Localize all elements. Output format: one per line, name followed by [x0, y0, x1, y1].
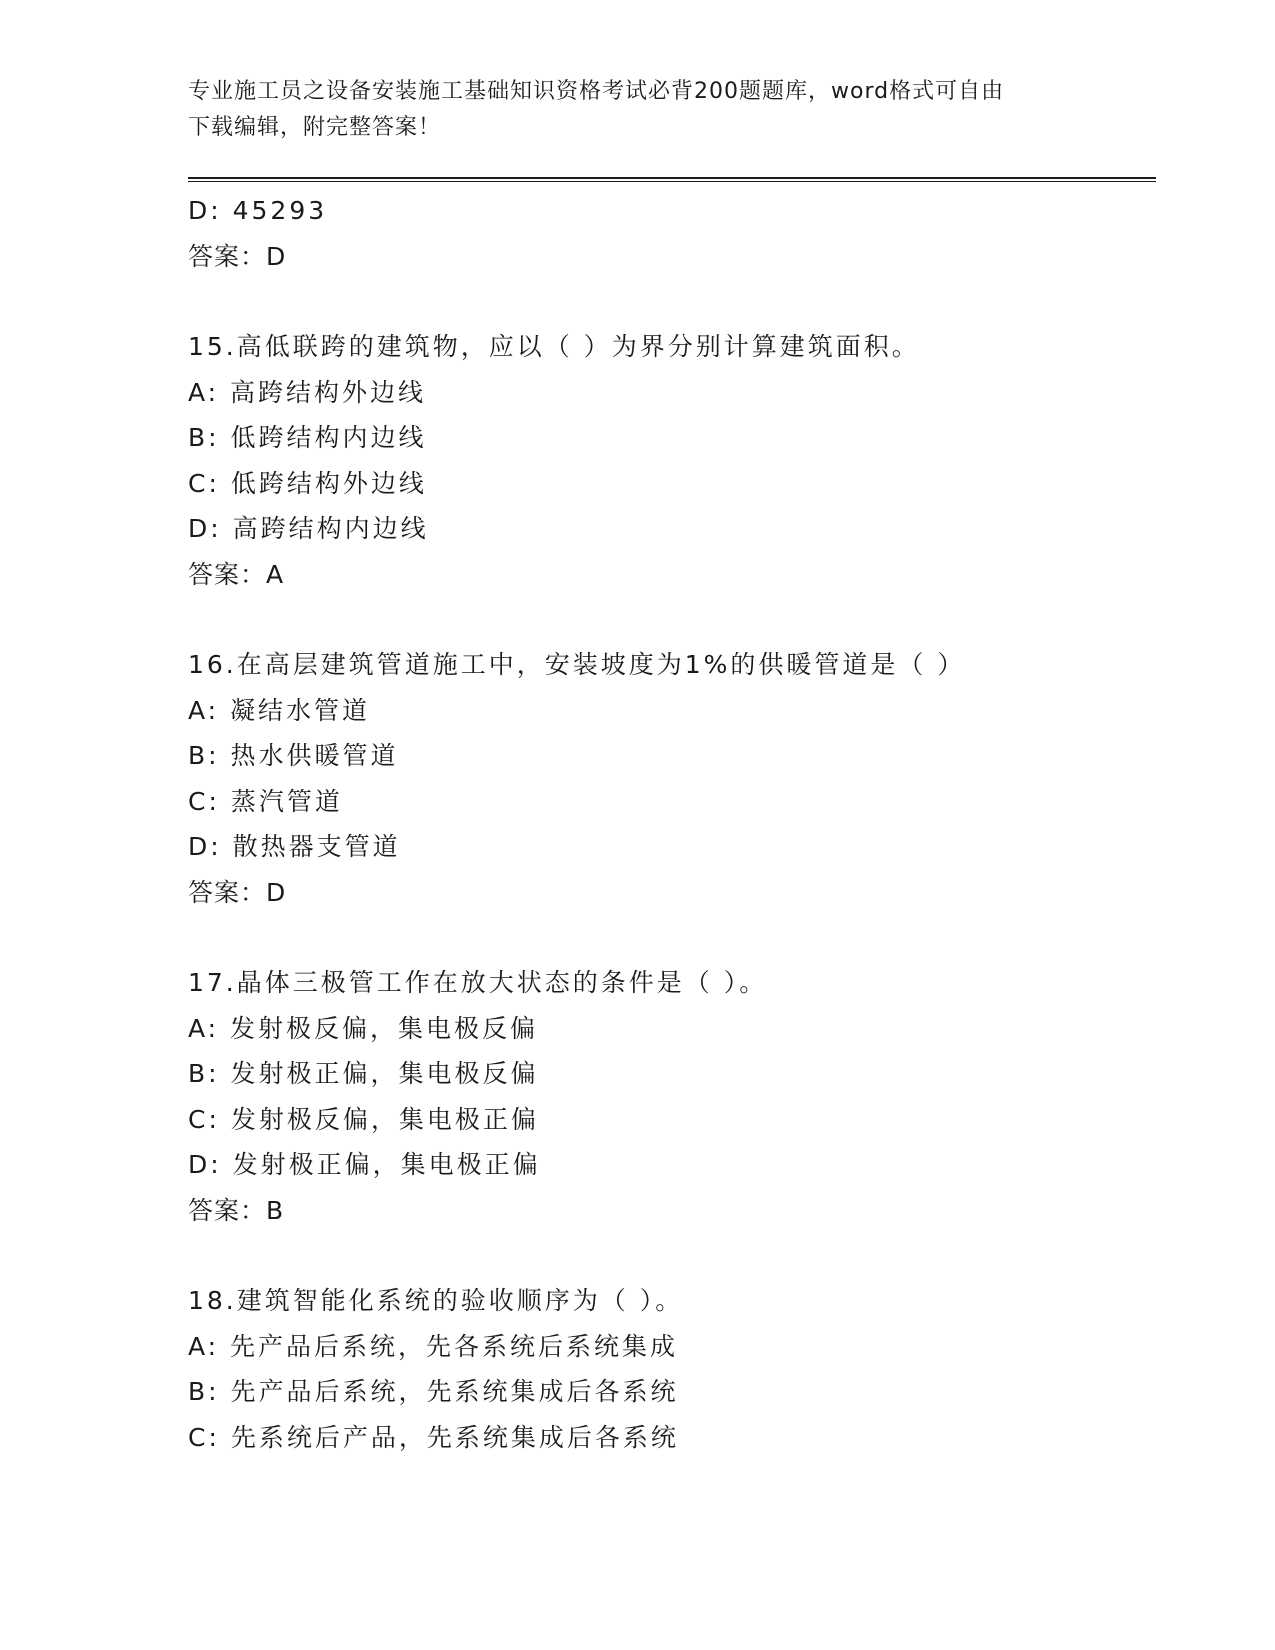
spacer [188, 597, 1156, 642]
spacer [188, 1233, 1156, 1278]
document-header [188, 74, 1088, 146]
option-d: D: 高跨结构内边线 [188, 514, 429, 543]
question-stem: 15.高低联跨的建筑物，应以（ ）为界分别计算建筑面积。 [188, 332, 920, 361]
previous-question-option-d: D: 45293 [188, 196, 328, 225]
option-c: C: 低跨结构外边线 [188, 468, 427, 498]
previous-question-answer: 答案：D [188, 241, 287, 271]
header-divider-thin [188, 181, 1156, 182]
option-b: B: 先产品后系统，先系统集成后各系统 [188, 1377, 679, 1406]
option-b: B: 低跨结构内边线 [188, 423, 427, 452]
spacer [188, 915, 1156, 960]
question-stem: 17.晶体三极管工作在放大状态的条件是（ ）。 [188, 968, 768, 997]
option-a: A: 发射极反偏，集电极反偏 [188, 1013, 539, 1043]
question-18 [188, 1278, 1156, 1460]
question-16 [188, 642, 1156, 915]
question-content [188, 188, 1156, 1460]
answer: 答案：A [188, 559, 285, 589]
option-a: A: 凝结水管道 [188, 695, 371, 725]
option-d: D: 散热器支管道 [188, 832, 401, 861]
option-a: A: 高跨结构外边线 [188, 377, 427, 407]
answer: 答案：D [188, 877, 287, 907]
question-stem: 16.在高层建筑管道施工中，安装坡度为1%的供暖管道是（ ） [188, 650, 966, 679]
option-c: C: 蒸汽管道 [188, 786, 343, 816]
question-stem: 18.建筑智能化系统的验收顺序为（ ）。 [188, 1286, 684, 1315]
header-title-line-2: 下载编辑，附完整答案！ [188, 115, 442, 140]
option-b: B: 热水供暖管道 [188, 741, 399, 770]
question-15 [188, 324, 1156, 597]
header-divider-thick [188, 177, 1156, 179]
question-17 [188, 960, 1156, 1233]
option-d: D: 发射极正偏，集电极正偏 [188, 1150, 541, 1179]
option-c: C: 发射极反偏，集电极正偏 [188, 1104, 539, 1134]
spacer [188, 279, 1156, 324]
option-c: C: 先系统后产品，先系统集成后各系统 [188, 1422, 679, 1452]
option-a: A: 先产品后系统，先各系统后系统集成 [188, 1331, 679, 1361]
header-title-line-1: 专业施工员之设备安装施工基础知识资格考试必背200题题库，word格式可自由 [188, 79, 1005, 104]
answer: 答案：B [188, 1195, 285, 1225]
option-b: B: 发射极正偏，集电极反偏 [188, 1059, 539, 1088]
